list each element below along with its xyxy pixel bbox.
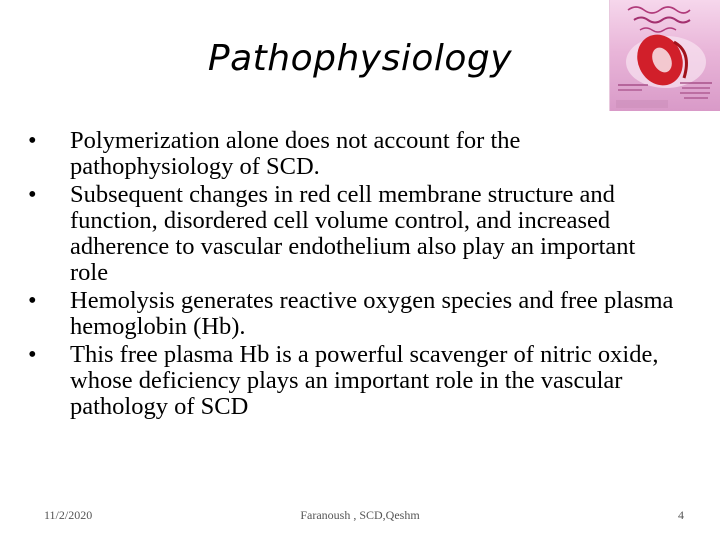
- bullet-text: Hemolysis generates reactive oxygen species and free plasma hemoglobin (Hb).: [70, 287, 674, 340]
- bullet-marker: •: [28, 341, 37, 368]
- conference-poster-image: [609, 0, 720, 111]
- bullet-text: This free plasma Hb is a powerful scavenger of nitric oxide, whose deficiency plays an important role in the vascular pathology of SCD: [70, 341, 659, 420]
- slide-title: Pathophysiology: [207, 38, 513, 79]
- bullet-item: [28, 182, 678, 286]
- bullet-marker: •: [28, 287, 37, 314]
- bullet-item: [28, 342, 678, 420]
- bullet-text: Subsequent changes in red cell membrane structure and function, disordered cell volume control, and increased adherence to vascular endothelium also play an important role: [70, 181, 636, 286]
- bullet-text: Polymerization alone does not account for the pathophysiology of SCD.: [70, 127, 521, 180]
- footer-date: 11/2/2020: [44, 508, 93, 522]
- slide-number: 4: [678, 508, 684, 522]
- bullet-marker: •: [28, 127, 37, 154]
- bullet-item: [28, 128, 678, 180]
- footer-center-text: Faranoush , SCD,Qeshm: [300, 508, 420, 522]
- red-blood-cell-icon: [610, 0, 720, 111]
- bullet-marker: •: [28, 181, 37, 208]
- bullet-list: [28, 128, 678, 422]
- bullet-item: [28, 288, 678, 340]
